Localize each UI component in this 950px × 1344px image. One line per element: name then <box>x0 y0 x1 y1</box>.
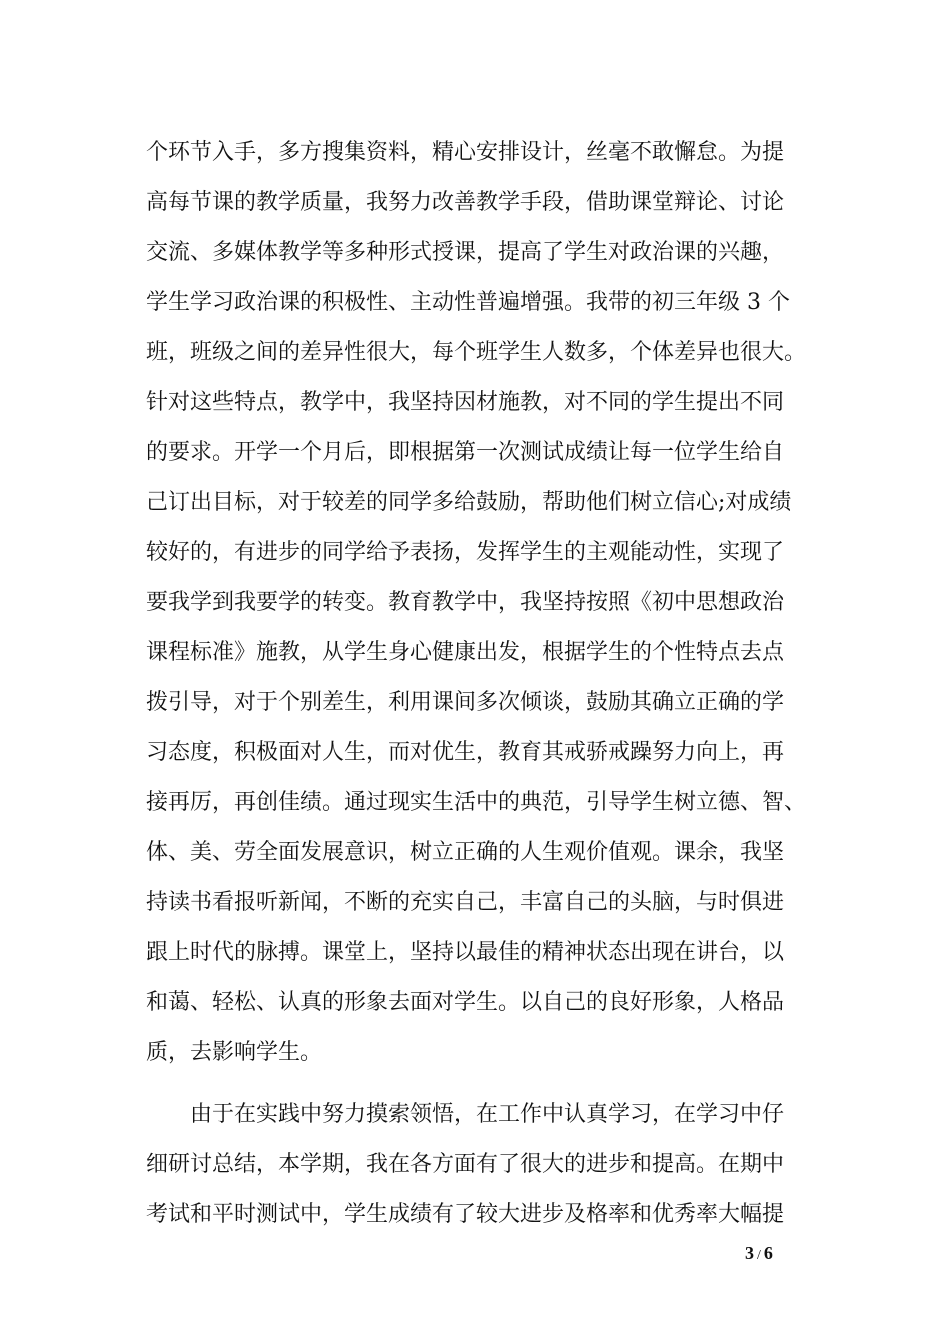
text-line: 班，班级之间的差异性很大，每个班学生人数多，个体差异也很大。 <box>146 340 807 365</box>
text-line: 接再厉，再创佳绩。通过现实生活中的典范，引导学生树立德、智、 <box>146 790 807 815</box>
text-line: 课程标准》施教，从学生身心健康出发，根据学生的个性特点去点 <box>146 640 785 665</box>
total-page-count: 6 <box>763 1243 773 1263</box>
page-separator: / <box>757 1248 761 1263</box>
current-page-number: 3 <box>745 1243 754 1263</box>
text-line: 拨引导，对于个别差生，利用课间多次倾谈，鼓励其确立正确的学 <box>146 690 785 715</box>
text-line: 交流、多媒体教学等多种形式授课，提高了学生对政治课的兴趣， <box>146 240 785 265</box>
paragraph-2 <box>146 1090 816 1240</box>
text-line: 己订出目标，对于较差的同学多给鼓励，帮助他们树立信心;对成绩 <box>146 490 792 515</box>
text-line: 持读书看报听新闻，不断的充实自己，丰富自己的头脑，与时俱进 <box>146 890 785 915</box>
text-line: 高每节课的教学质量，我努力改善教学手段，借助课堂辩论、讨论 <box>146 190 785 215</box>
page-number <box>745 1243 773 1264</box>
text-line: 个环节入手，多方搜集资料，精心安排设计，丝毫不敢懈怠。为提 <box>146 140 785 165</box>
text-line: 的要求。开学一个月后，即根据第一次测试成绩让每一位学生给自 <box>146 440 785 465</box>
paragraph-gap <box>146 1078 816 1090</box>
paragraph-1 <box>146 128 816 1078</box>
text-line: 细研讨总结，本学期，我在各方面有了很大的进步和提高。在期中 <box>146 1152 785 1177</box>
text-line: 较好的，有进步的同学给予表扬，发挥学生的主观能动性，实现了 <box>146 540 785 565</box>
text-line: 习态度，积极面对人生，而对优生，教育其戒骄戒躁努力向上，再 <box>146 740 785 765</box>
text-line: 学生学习政治课的积极性、主动性普遍增强。我带的初三年级 3 个 <box>146 290 790 315</box>
text-line: 体、美、劳全面发展意识，树立正确的人生观价值观。课余，我坚 <box>146 840 785 865</box>
body-text <box>146 128 816 1240</box>
text-line: 要我学到我要学的转变。教育教学中，我坚持按照《初中思想政治 <box>146 590 785 615</box>
text-line: 跟上时代的脉搏。课堂上，坚持以最佳的精神状态出现在讲台，以 <box>146 940 785 965</box>
text-line: 考试和平时测试中，学生成绩有了较大进步及格率和优秀率大幅提 <box>146 1202 785 1227</box>
text-line: 由于在实践中努力摸索领悟，在工作中认真学习，在学习中仔 <box>190 1102 785 1127</box>
text-line: 针对这些特点，教学中，我坚持因材施教，对不同的学生提出不同 <box>146 390 785 415</box>
text-line: 质，去影响学生。 <box>146 1040 323 1065</box>
text-line: 和蔼、轻松、认真的形象去面对学生。以自己的良好形象，人格品 <box>146 990 785 1015</box>
